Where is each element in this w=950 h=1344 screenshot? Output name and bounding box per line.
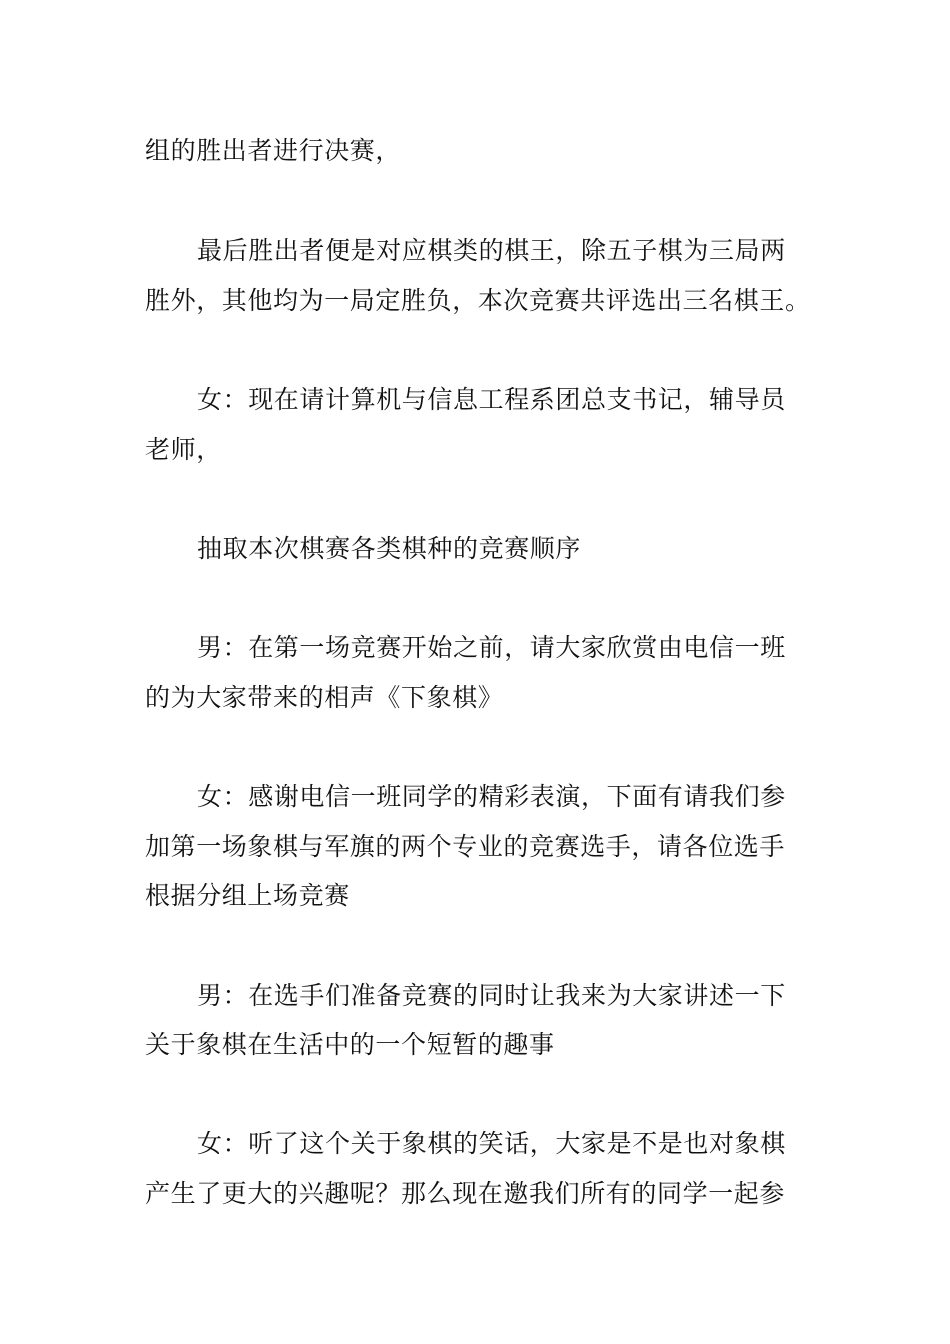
- paragraph-line: 老师，: [145, 435, 222, 464]
- paragraph-line: 男：在第一场竞赛开始之前，请大家欣赏由电信一班: [197, 633, 786, 662]
- paragraph-line: 男：在选手们准备竞赛的同时让我来为大家讲述一下: [197, 981, 786, 1010]
- paragraph-line: 关于象棋在生活中的一个短暂的趣事: [145, 1030, 555, 1059]
- paragraph-line: 根据分组上场竞赛: [145, 881, 350, 910]
- paragraph-line: 女：现在请计算机与信息工程系团总支书记，辅导员: [197, 385, 786, 414]
- paragraph-line: 组的胜出者进行决赛，: [145, 136, 402, 165]
- paragraph-line: 胜外，其他均为一局定胜负，本次竞赛共评选出三名棋王。: [145, 286, 811, 315]
- paragraph-line: 的为大家带来的相声《下象棋》: [145, 683, 504, 712]
- paragraph-line: 产生了更大的兴趣呢？那么现在邀我们所有的同学一起参: [145, 1179, 786, 1208]
- paragraph-line: 最后胜出者便是对应棋类的棋王，除五子棋为三局两: [197, 236, 786, 265]
- paragraph-line: 女：听了这个关于象棋的笑话，大家是不是也对象棋: [197, 1129, 786, 1158]
- paragraph-line: 女：感谢电信一班同学的精彩表演，下面有请我们参: [197, 782, 786, 811]
- paragraph-line: 加第一场象棋与军旗的两个专业的竞赛选手，请各位选手: [145, 832, 786, 861]
- paragraph-line: 抽取本次棋赛各类棋种的竞赛顺序: [197, 534, 582, 563]
